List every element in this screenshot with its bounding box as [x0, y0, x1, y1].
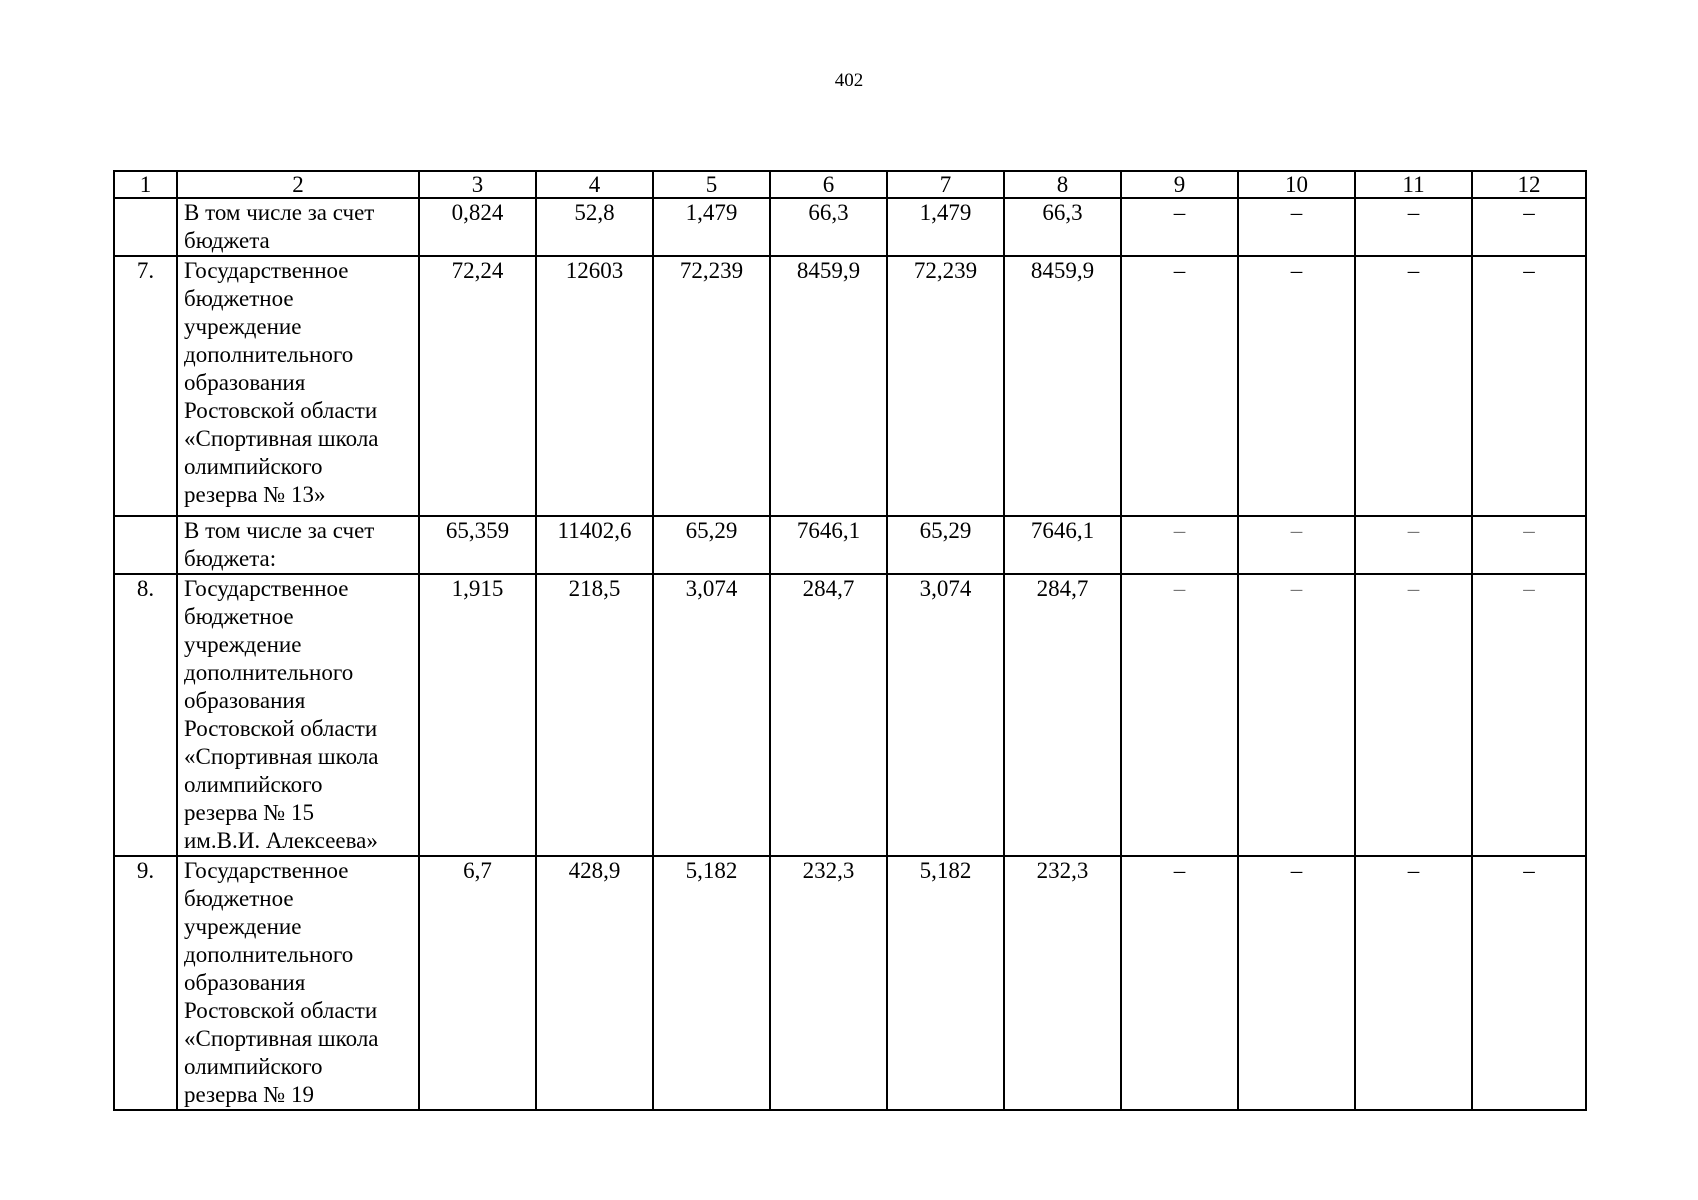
table-cell: – [1238, 256, 1355, 516]
table-cell: 65,29 [653, 516, 770, 574]
table-row [114, 256, 1586, 516]
table-cell: 232,3 [770, 856, 887, 1110]
column-header: 8 [1004, 171, 1121, 198]
column-header: 5 [653, 171, 770, 198]
header-row [114, 171, 1586, 198]
table-cell: – [1121, 574, 1238, 856]
table-cell: 72,239 [653, 256, 770, 516]
table-cell: – [1472, 574, 1586, 856]
table-cell: – [1238, 198, 1355, 256]
row-number: 7. [114, 256, 177, 516]
table-cell: – [1121, 198, 1238, 256]
table-cell: 66,3 [770, 198, 887, 256]
data-table [113, 170, 1587, 1111]
table-cell: – [1355, 198, 1472, 256]
table-cell: 5,182 [653, 856, 770, 1110]
table-cell: 11402,6 [536, 516, 653, 574]
column-header: 7 [887, 171, 1004, 198]
row-number [114, 198, 177, 256]
table-cell: 7646,1 [770, 516, 887, 574]
row-name: Государственное бюджетное учреждение дополнительного образования Ростовской области «Спортивная школа олимпийского резерва № 13» [177, 256, 419, 516]
table-cell: – [1355, 574, 1472, 856]
table-cell: 3,074 [653, 574, 770, 856]
table-cell: – [1238, 856, 1355, 1110]
table-cell: 232,3 [1004, 856, 1121, 1110]
row-name: В том числе за счет бюджета: [177, 516, 419, 574]
table-cell: – [1355, 856, 1472, 1110]
row-name: В том числе за счет бюджета [177, 198, 419, 256]
column-header: 12 [1472, 171, 1586, 198]
table-cell: 52,8 [536, 198, 653, 256]
table-cell: – [1121, 256, 1238, 516]
table-cell: 72,239 [887, 256, 1004, 516]
column-header: 3 [419, 171, 536, 198]
table-cell: 1,479 [887, 198, 1004, 256]
table-cell: 218,5 [536, 574, 653, 856]
table-row [114, 198, 1586, 256]
table-cell: 1,915 [419, 574, 536, 856]
table-cell: 65,29 [887, 516, 1004, 574]
column-header: 1 [114, 171, 177, 198]
table-cell: 3,074 [887, 574, 1004, 856]
table-cell: 1,479 [653, 198, 770, 256]
table-row [114, 516, 1586, 574]
table-cell: – [1238, 516, 1355, 574]
table-cell: 12603 [536, 256, 653, 516]
table-cell: 72,24 [419, 256, 536, 516]
table-cell: 8459,9 [1004, 256, 1121, 516]
table-cell: 8459,9 [770, 256, 887, 516]
table-cell: 428,9 [536, 856, 653, 1110]
table-cell: 66,3 [1004, 198, 1121, 256]
page-number: 402 [834, 70, 864, 91]
column-header: 2 [177, 171, 419, 198]
table-cell: 6,7 [419, 856, 536, 1110]
table-cell: – [1121, 856, 1238, 1110]
table-row [114, 574, 1586, 856]
table-cell: 284,7 [770, 574, 887, 856]
table-cell: – [1472, 856, 1586, 1110]
column-header: 10 [1238, 171, 1355, 198]
table-cell: – [1472, 256, 1586, 516]
table-cell: 0,824 [419, 198, 536, 256]
table-cell: 284,7 [1004, 574, 1121, 856]
table-cell: – [1238, 574, 1355, 856]
column-header: 11 [1355, 171, 1472, 198]
row-number: 9. [114, 856, 177, 1110]
table-cell: – [1355, 516, 1472, 574]
table-cell: 5,182 [887, 856, 1004, 1110]
row-name: Государственное бюджетное учреждение дополнительного образования Ростовской области «Спортивная школа олимпийского резерва № 19 [177, 856, 419, 1110]
table-cell: – [1355, 256, 1472, 516]
table-row [114, 856, 1586, 1110]
row-name: Государственное бюджетное учреждение дополнительного образования Ростовской области «Спортивная школа олимпийского резерва № 15 им.В.И. Алексеева» [177, 574, 419, 856]
table-cell: 65,359 [419, 516, 536, 574]
table-cell: – [1472, 198, 1586, 256]
table-cell: – [1121, 516, 1238, 574]
table-cell: – [1472, 516, 1586, 574]
column-header: 6 [770, 171, 887, 198]
row-number [114, 516, 177, 574]
column-header: 9 [1121, 171, 1238, 198]
column-header: 4 [536, 171, 653, 198]
row-number: 8. [114, 574, 177, 856]
table-cell: 7646,1 [1004, 516, 1121, 574]
